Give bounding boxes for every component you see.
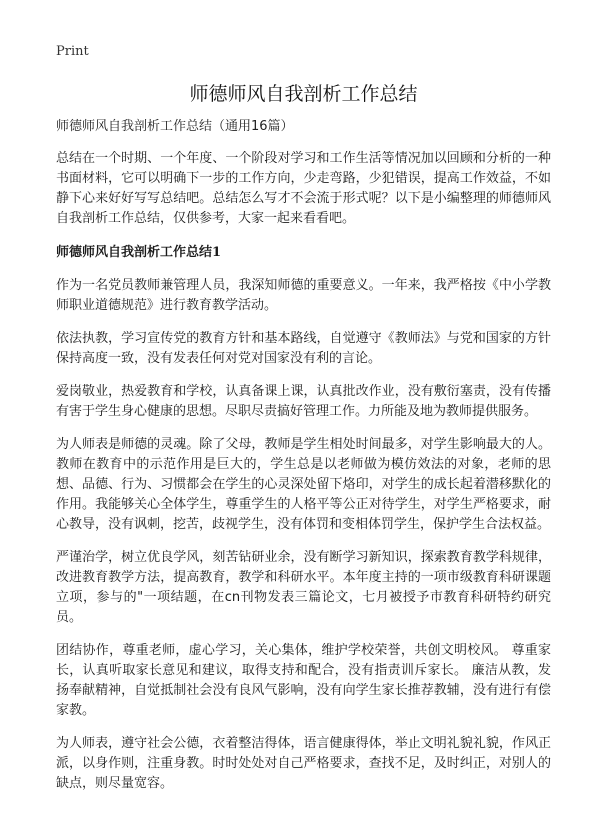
- document-subtitle: 师德师风自我剖析工作总结（通用16篇）: [56, 119, 294, 134]
- paragraph-2: 依法执教，学习宣传党的教育方针和基本路线，自觉遵守《教师法》与党和国家的方针保持高度一致，没有发表任何对党对国家没有利的言论。: [56, 331, 551, 366]
- paragraph-4: 为人师表是师德的灵魂。除了父母，教师是学生相处时间最多，对学生影响最大的人。教师在教育中的示范作用是巨大的，学生总是以老师做为模仿效法的对象，老师的思想、品德、行为、习惯都会在学生的心灵深处留下烙印，对学生的成长起着潜移默化的作用。我能够关心全体学生，尊重学生的人格平等公正对待学生，对学生严格要求，耐心教导，没有讽刺，挖苦，歧视学生，没有体罚和变相体罚学生，保护学生合法权益。: [56, 437, 551, 532]
- print-link[interactable]: Print: [56, 44, 89, 59]
- paragraph-6: 团结协作，尊重老师，虚心学习，关心集体，维护学校荣誉，共创文明校风。 尊重家长，认真听取家长意见和建议，取得支持和配合，没有指责训斥家长。 廉洁从教，发扬奉献精神，自觉抵制社会没有良风气影响，没有向学生家长推荐教辅，没有进行有偿家教。: [56, 643, 551, 718]
- intro-paragraph: 总结在一个时期、一个年度、一个阶段对学习和工作生活等情况加以回顾和分析的一种书面材料，它可以明确下一步的工作方向，少走弯路，少犯错误，提高工作效益，不如静下心来好好写写总结吧。总结怎么写才不会流于形式呢？以下是小编整理的师德师风自我剖析工作总结，仅供参考，大家一起来看看吧。: [56, 151, 551, 226]
- section-heading: 师德师风自我剖析工作总结1: [56, 245, 222, 260]
- paragraph-7: 为人师表，遵守社会公德，衣着整洁得体，语言健康得体，举止文明礼貌礼貌，作风正派，以身作则，注重身教。时时处处对自己严格要求，查找不足，及时纠正，对别人的缺点，则尽量宽容。: [56, 736, 551, 791]
- document-body: [56, 80, 551, 794]
- paragraph-3: 爱岗敬业，热爱教育和学校，认真备课上课，认真批改作业，没有敷衍塞责，没有传播有害于学生身心健康的思想。尽职尽责搞好管理工作。力所能及地为教师提供服务。: [56, 384, 551, 419]
- page-title: 师德师风自我剖析工作总结: [189, 83, 418, 105]
- paragraph-5: 严谨治学，树立优良学风，刻苦钻研业余，没有断学习新知识，探索教育教学科规律，改进教育教学方法，提高教育，教学和科研水平。本年度主持的一项市级教育科研课题立项，参与的"一项结题，在cn刊物发表三篇论文，七月被授予市教育科研特约研究员。: [56, 550, 551, 625]
- paragraph-1: 作为一名党员教师兼管理人员，我深知师德的重要意义。一年来，我严格按《中小学教师职业道德规范》进行教育教学活动。: [56, 278, 551, 313]
